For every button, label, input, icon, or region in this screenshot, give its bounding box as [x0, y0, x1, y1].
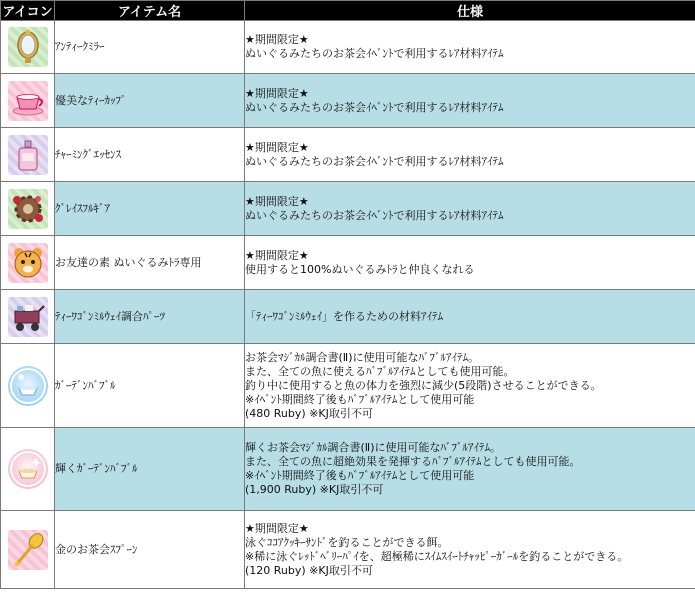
item-spec: ★期間限定★ ぬいぐるみたちのお茶会ｲﾍﾞﾝﾄで利用するﾚｱ材料ｱｲﾃﾑ — [245, 74, 695, 128]
table-row — [1, 182, 695, 236]
item-spec: ★期間限定★ ぬいぐるみたちのお茶会ｲﾍﾞﾝﾄで利用するﾚｱ材料ｱｲﾃﾑ — [245, 182, 695, 236]
item-name: ﾃｨｰﾜｺﾞﾝﾐﾙｳｪｲ調合ﾊﾟｰﾂ — [55, 290, 245, 344]
item-name: ﾁｬｰﾐﾝｸﾞｴｯｾﾝｽ — [55, 128, 245, 182]
tiger-plush-icon — [8, 243, 48, 283]
header-spec: 仕様 — [245, 1, 695, 21]
item-name: 優美なﾃｨｰｶｯﾌﾟ — [55, 74, 245, 128]
table-row — [1, 290, 695, 344]
table-row — [1, 428, 695, 511]
golden-spoon-icon — [8, 530, 48, 570]
item-spec: ★期間限定★ ぬいぐるみたちのお茶会ｲﾍﾞﾝﾄで利用するﾚｱ材料ｱｲﾃﾑ — [245, 128, 695, 182]
shining-bubble-icon — [8, 449, 48, 489]
gear-wreath-icon — [8, 189, 48, 229]
table-row — [1, 236, 695, 290]
header-row — [1, 1, 695, 21]
perfume-bottle-icon — [8, 135, 48, 175]
antique-mirror-icon — [8, 27, 48, 67]
item-spec: 輝くお茶会ﾏｼﾞｶﾙ調合書(Ⅱ)に使用可能なﾊﾞﾌﾞﾙｱｲﾃﾑ。 また、全ての魚に超絶効果を発揮するﾊﾞﾌﾞﾙｱｲﾃﾑとしても使用可能。 ※ｲﾍﾞﾝﾄ期間終了後もﾊﾞﾌﾞﾙｱｲﾃﾑとして使用可能 (1,900 Ruby) ※KJ取引不可 — [245, 428, 695, 511]
item-spec: ★期間限定★ 泳ぐｺｺｱｸｯｷｰｻﾝﾄﾞを釣ることができる餌。 ※稀に泳ぐﾚｯﾄﾞﾍﾞﾘｰﾊﾟｲを、超極稀にｽｲﾑｽｲｰﾄﾁｬｯﾋﾟｰｶﾞｰﾙを釣ることができる。 (120 Ruby) ※KJ取引不可 — [245, 511, 695, 589]
table-row — [1, 21, 695, 74]
item-name: ｱﾝﾃｨｰｸﾐﾗｰ — [55, 21, 245, 74]
teacup-icon — [8, 81, 48, 121]
item-spec: 「ﾃｨｰﾜｺﾞﾝﾐﾙｳｪｲ」を作るための材料ｱｲﾃﾑ — [245, 290, 695, 344]
table-row — [1, 74, 695, 128]
item-name: 金のお茶会ｽﾌﾟｰﾝ — [55, 511, 245, 589]
item-spec: ★期間限定★ 使用すると100%ぬいぐるみﾄﾗと仲良くなれる — [245, 236, 695, 290]
header-icon: アイコン — [1, 1, 55, 21]
item-name: 輝くｶﾞｰﾃﾞﾝﾊﾞﾌﾞﾙ — [55, 428, 245, 511]
item-name: お友達の素 ぬいぐるみﾄﾗ専用 — [55, 236, 245, 290]
header-item-name: アイテム名 — [55, 1, 245, 21]
table-row — [1, 511, 695, 589]
item-name: ｶﾞｰﾃﾞﾝﾊﾞﾌﾞﾙ — [55, 344, 245, 428]
garden-bubble-icon — [8, 366, 48, 406]
table-row — [1, 128, 695, 182]
wagon-icon — [8, 297, 48, 337]
item-spec: ★期間限定★ ぬいぐるみたちのお茶会ｲﾍﾞﾝﾄで利用するﾚｱ材料ｱｲﾃﾑ — [245, 21, 695, 74]
table-row — [1, 344, 695, 428]
item-name: ｸﾞﾚｲｽﾌﾙｷﾞｱ — [55, 182, 245, 236]
item-spec: お茶会ﾏｼﾞｶﾙ調合書(Ⅱ)に使用可能なﾊﾞﾌﾞﾙｱｲﾃﾑ。 また、全ての魚に使えるﾊﾞﾌﾞﾙｱｲﾃﾑとしても使用可能。 釣り中に使用すると魚の体力を強烈に減少(5段階)させることができる。 ※ｲﾍﾞﾝﾄ期間終了後もﾊﾞﾌﾞﾙｱｲﾃﾑとして使用可能 (480 Ruby) ※KJ取引不可 — [245, 344, 695, 428]
